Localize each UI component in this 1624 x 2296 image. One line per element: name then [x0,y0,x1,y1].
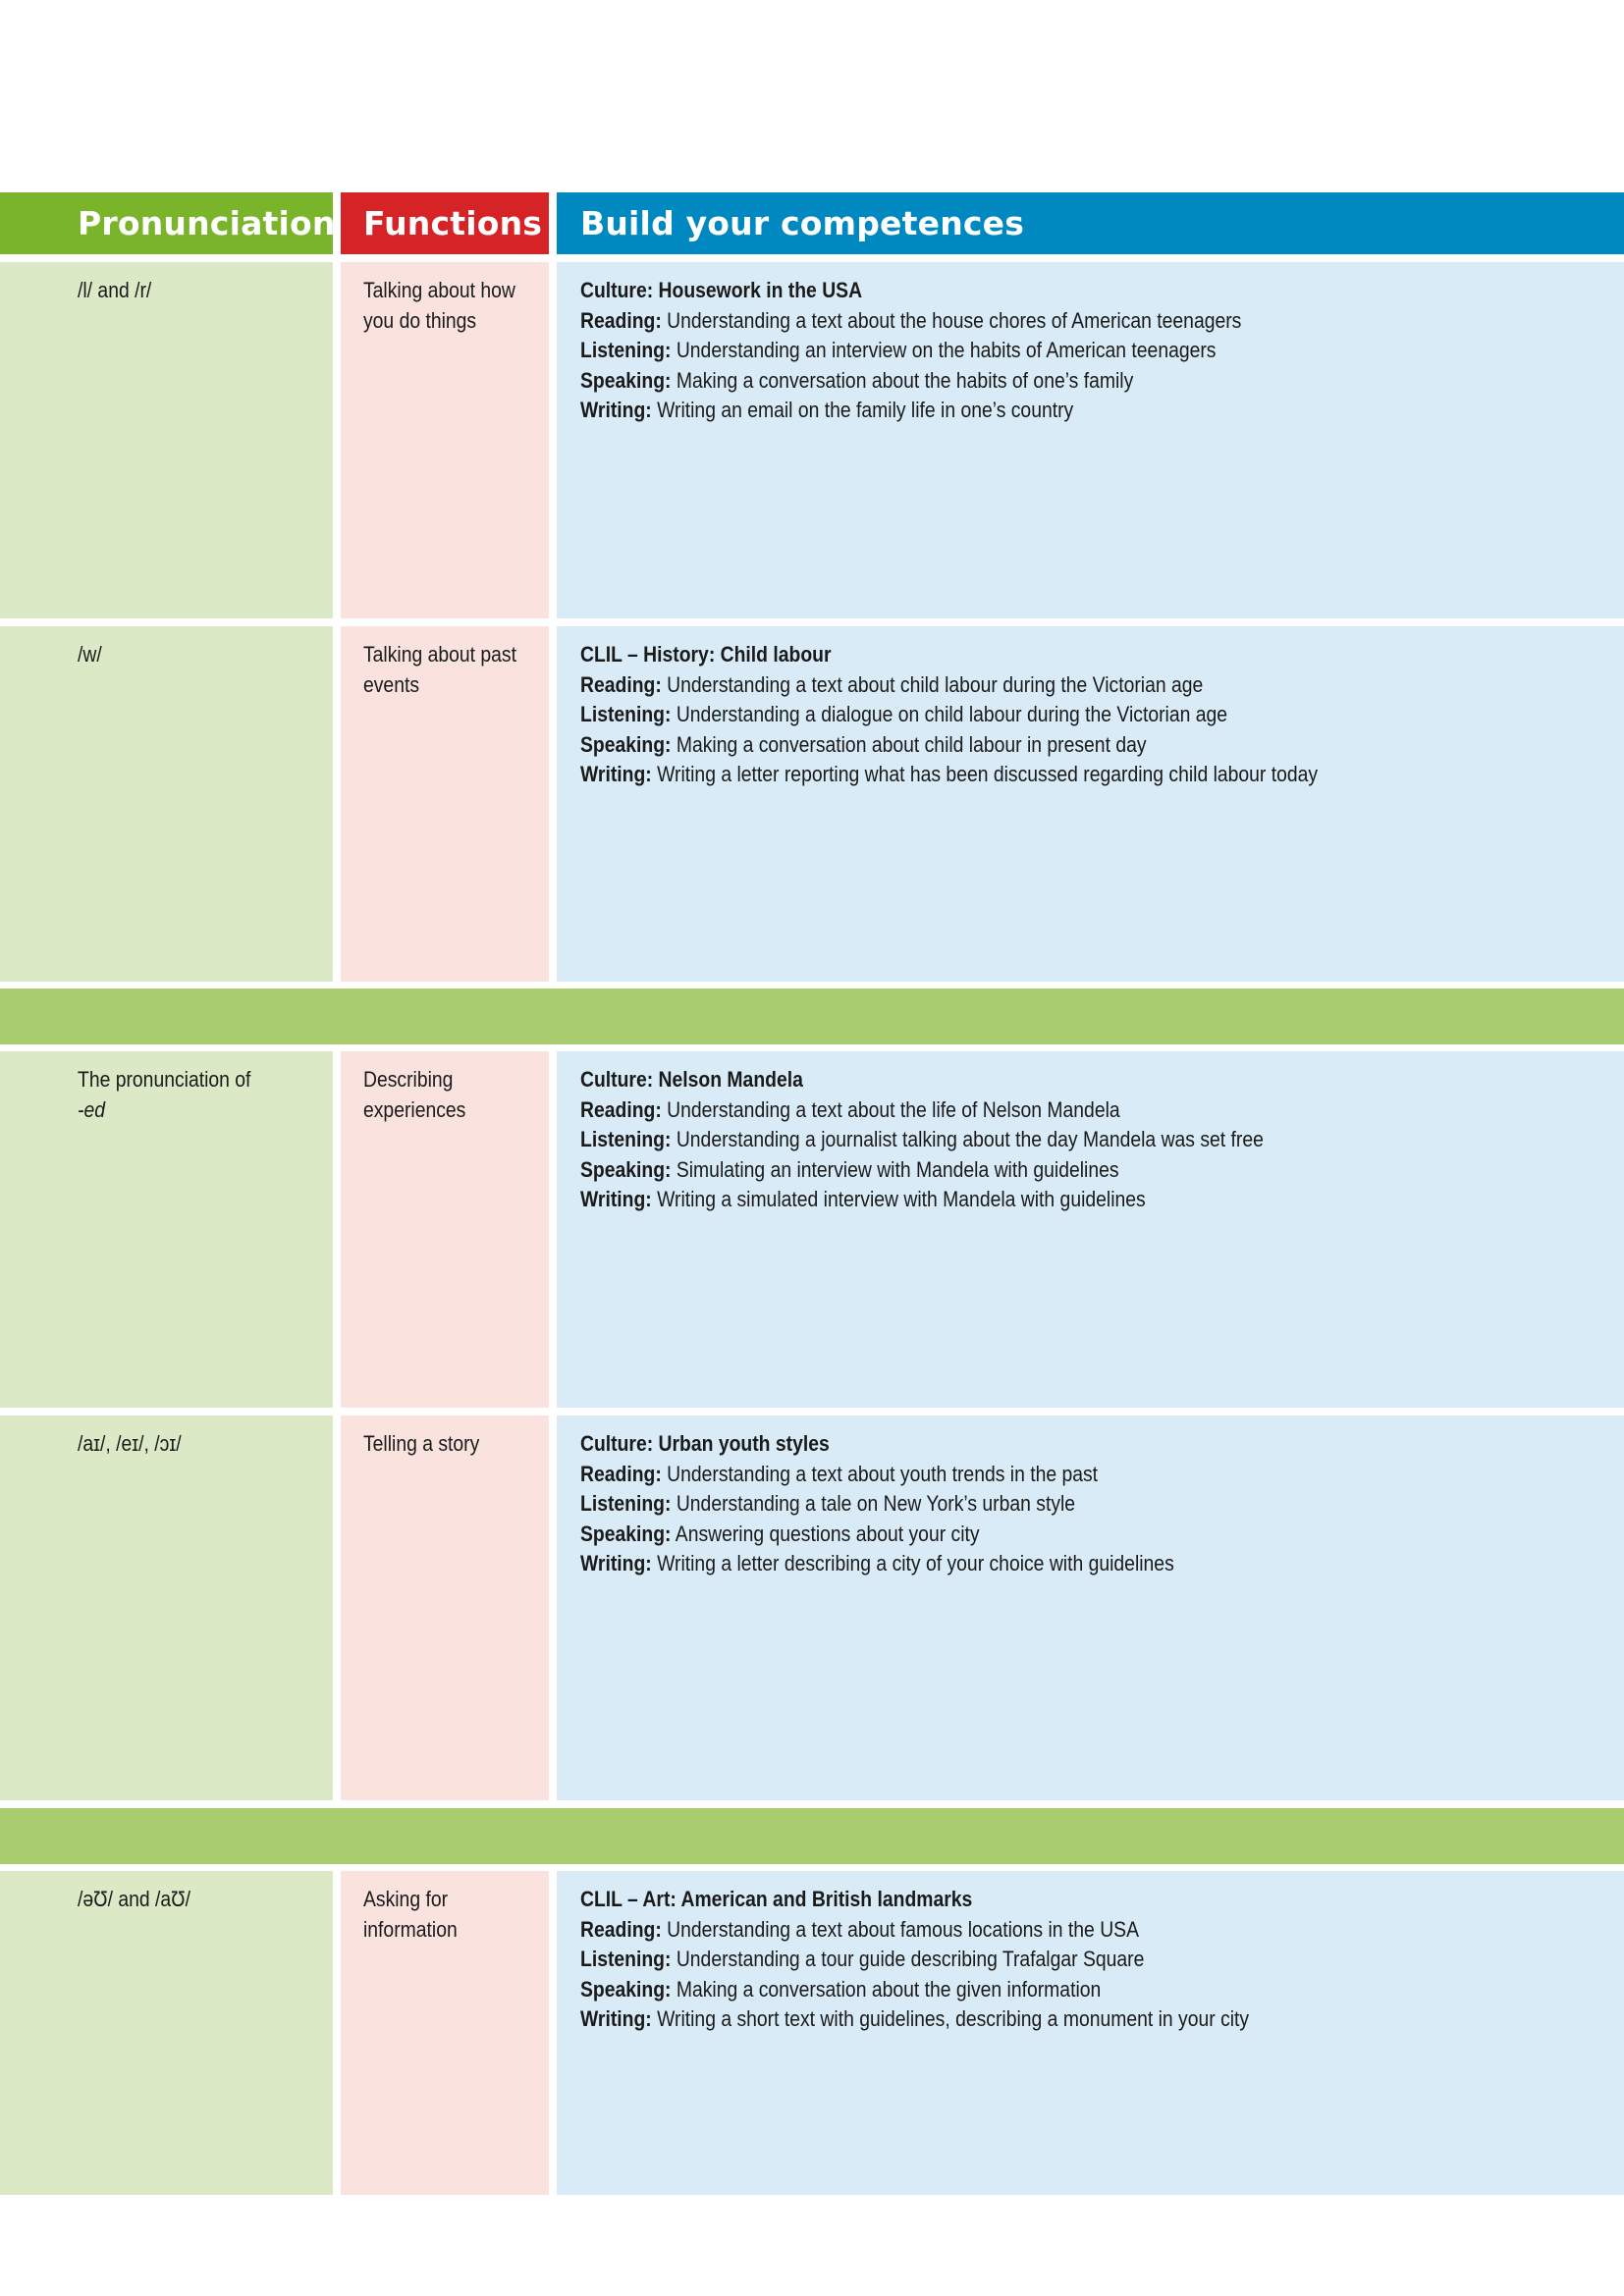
header-pronunciation: Pronunciation [0,192,333,254]
function-line: events [363,671,420,697]
row-5-competences [557,1871,1624,2195]
skill-speaking: Speaking: Making a conversation about the given information [580,1976,1102,2002]
section-separator [0,988,1624,1044]
competence-title: Culture: Urban youth styles [580,1431,830,1456]
function-line: experiences [363,1096,466,1122]
row-2-functions [341,626,549,982]
row-4-functions [341,1415,549,1800]
competence-title: Culture: Housework in the USA [580,278,863,302]
skill-speaking: Speaking: Answering questions about your city [580,1521,980,1546]
row-1-functions [341,262,549,618]
skill-reading: Reading: Understanding a text about youth trends in the past [580,1461,1099,1486]
competence-title: CLIL – Art: American and British landmarks [580,1887,973,1911]
pronunciation-text: /l/ and /r/ [78,278,152,302]
row-2-competences [557,626,1624,982]
skill-reading: Reading: Understanding a text about the life of Nelson Mandela [580,1096,1120,1122]
function-line: you do things [363,307,477,333]
skill-reading: Reading: Understanding a text about the house chores of American teenagers [580,307,1242,333]
row-3-functions [341,1051,549,1408]
function-line: Describing [363,1067,454,1092]
skill-writing: Writing: Writing an email on the family life in one’s country [580,398,1074,422]
row-4-competences [557,1415,1624,1800]
skill-listening: Listening: Understanding an interview on the habits of American teenagers [580,338,1217,362]
skill-listening: Listening: Understanding a dialogue on child labour during the Victorian age [580,702,1228,726]
skill-writing: Writing: Writing a simulated interview with Mandela with guidelines [580,1187,1146,1211]
section-separator [0,1808,1624,1864]
function-line: Talking about past [363,642,516,667]
row-1-competences [557,262,1624,618]
skill-writing: Writing: Writing a letter describing a city of your choice with guidelines [580,1551,1174,1575]
skill-writing: Writing: Writing a short text with guidelines, describing a monument in your city [580,2006,1250,2031]
row-1-pronunciation [0,262,333,618]
function-line: Telling a story [363,1431,480,1456]
skill-listening: Listening: Understanding a tour guide describing Trafalgar Square [580,1947,1145,1971]
pronunciation-text: /aɪ/, /eɪ/, /ɔɪ/ [78,1431,182,1456]
header-functions: Functions [341,192,549,254]
skill-speaking: Speaking: Making a conversation about the habits of one’s family [580,367,1134,393]
skill-speaking: Speaking: Making a conversation about child labour in present day [580,731,1147,757]
skill-reading: Reading: Understanding a text about famous locations in the USA [580,1916,1139,1942]
skill-reading: Reading: Understanding a text about child labour during the Victorian age [580,671,1204,697]
skill-listening: Listening: Understanding a tale on New York’s urban style [580,1491,1076,1516]
skill-writing: Writing: Writing a letter reporting what has been discussed regarding child labour today [580,762,1319,786]
pronunciation-suffix: -ed [78,1096,105,1122]
function-line: Talking about how [363,278,515,302]
function-line: Asking for [363,1887,449,1911]
row-5-pronunciation [0,1871,333,2195]
pronunciation-text: The pronunciation of [78,1067,251,1092]
row-4-pronunciation [0,1415,333,1800]
row-3-competences [557,1051,1624,1408]
skill-speaking: Speaking: Simulating an interview with Mandela with guidelines [580,1156,1119,1182]
pronunciation-text: /əƱ/ and /aƱ/ [78,1887,190,1911]
row-2-pronunciation [0,626,333,982]
competence-title: Culture: Nelson Mandela [580,1067,803,1092]
row-3-pronunciation [0,1051,333,1408]
header-competences: Build your competences [557,192,1624,254]
row-5-functions [341,1871,549,2195]
function-line: information [363,1916,458,1942]
skill-listening: Listening: Understanding a journalist talking about the day Mandela was set free [580,1127,1264,1151]
pronunciation-text: /w/ [78,642,102,667]
competence-title: CLIL – History: Child labour [580,642,832,667]
